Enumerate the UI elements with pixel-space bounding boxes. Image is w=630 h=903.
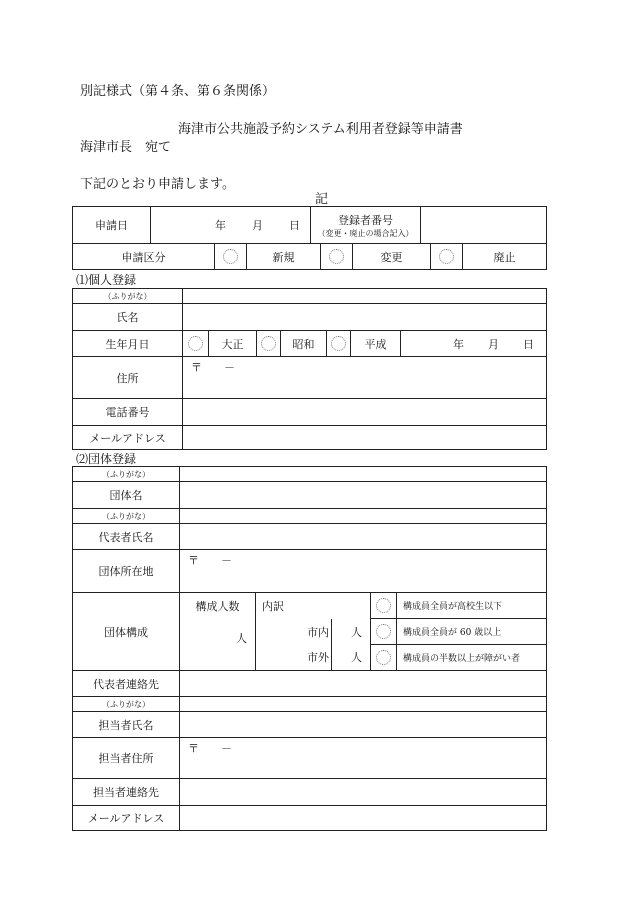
inside-count[interactable]: 人 <box>332 619 371 645</box>
rep-contact-label: 代表者連絡先 <box>73 671 180 697</box>
date-year-unit: 年 <box>215 219 226 232</box>
members-count-cell[interactable] <box>180 593 256 671</box>
era3-label: 平成 <box>351 331 401 357</box>
personal-furigana-field[interactable] <box>183 289 547 304</box>
cond3-label: 構成員の半数以上が障がい者 <box>397 645 547 671</box>
personal-table <box>72 288 547 450</box>
intro-text: 下記のとおり申請します。 <box>80 177 235 192</box>
staff-address-label: 担当者住所 <box>73 738 180 779</box>
date-day-unit: 日 <box>289 219 300 232</box>
staff-furigana-field[interactable] <box>180 697 547 712</box>
cond3-checkbox[interactable] <box>371 645 397 671</box>
rep-contact-field[interactable] <box>180 671 547 697</box>
date-label: 申請日 <box>73 207 151 244</box>
personal-phone-field[interactable] <box>183 399 547 426</box>
group-furigana-label: （ふりがな） <box>73 467 180 482</box>
cond2-checkbox[interactable] <box>371 619 397 645</box>
cond2-label: 構成員全員が 60 歳以上 <box>397 619 547 645</box>
personal-furigana-label: （ふりがな） <box>73 289 183 304</box>
circle-icon <box>329 249 344 264</box>
group-heading: ⑵団体登録 <box>76 452 137 466</box>
personal-name-field[interactable] <box>183 304 547 331</box>
document-title: 海津市公共施設予約システム利用者登録等申請書 <box>178 122 463 137</box>
addressee: 海津市長 宛て <box>80 140 172 155</box>
rep-furigana-label: （ふりがな） <box>73 509 180 524</box>
inside-label: 市内 <box>256 619 332 645</box>
group-name-label: 団体名 <box>73 482 180 509</box>
staff-address-field[interactable] <box>180 738 547 779</box>
members-count-unit: 人 <box>236 632 247 645</box>
circle-icon <box>261 336 276 351</box>
staff-contact-label: 担当者連絡先 <box>73 779 180 806</box>
personal-address-label: 住所 <box>73 357 183 399</box>
kubun-label: 申請区分 <box>73 244 215 270</box>
new-option-label: 新規 <box>247 244 321 270</box>
rep-name-label: 代表者氏名 <box>73 524 180 550</box>
personal-email-field[interactable] <box>183 426 547 450</box>
abolish-option-label: 廃止 <box>463 244 547 270</box>
circle-icon <box>376 598 391 613</box>
personal-phone-label: 電話番号 <box>73 399 183 426</box>
change-option-label: 変更 <box>353 244 431 270</box>
outside-count[interactable]: 人 <box>332 645 371 671</box>
date-month-unit: 月 <box>252 219 263 232</box>
birth-label: 生年月日 <box>73 331 183 357</box>
rep-name-field[interactable] <box>180 524 547 550</box>
change-checkbox[interactable] <box>321 244 353 270</box>
era2-label: 昭和 <box>281 331 327 357</box>
personal-postal-mark: 〒 － <box>191 361 235 374</box>
members-count-label: 構成人数 <box>195 600 240 613</box>
group-table <box>72 466 547 831</box>
staff-name-label: 担当者氏名 <box>73 712 180 738</box>
outside-label: 市外 <box>256 645 332 671</box>
staff-furigana-label: （ふりがな） <box>73 697 180 712</box>
ki-label: 記 <box>315 192 329 207</box>
circle-icon <box>223 249 238 264</box>
breakdown-label: 内訳 <box>256 593 371 619</box>
application-type-table <box>72 243 547 270</box>
era3-checkbox[interactable] <box>327 331 351 357</box>
new-checkbox[interactable] <box>215 244 247 270</box>
circle-icon <box>439 249 454 264</box>
era2-checkbox[interactable] <box>257 331 281 357</box>
staff-name-field[interactable] <box>180 712 547 738</box>
circle-icon <box>376 650 391 665</box>
birth-month-unit: 月 <box>488 337 500 351</box>
group-email-label: メールアドレス <box>73 806 180 831</box>
regno-label <box>311 207 421 244</box>
staff-postal-mark: 〒 － <box>188 742 232 755</box>
composition-label: 団体構成 <box>73 593 180 671</box>
cond1-label: 構成員全員が高校生以下 <box>397 593 547 619</box>
group-name-field[interactable] <box>180 482 547 509</box>
personal-name-label: 氏名 <box>73 304 183 331</box>
date-field[interactable] <box>151 207 311 244</box>
birth-date-field[interactable] <box>401 331 547 357</box>
cond1-checkbox[interactable] <box>371 593 397 619</box>
personal-heading: ⑴個人登録 <box>76 273 137 287</box>
group-location-label: 団体所在地 <box>73 550 180 593</box>
era1-label: 大正 <box>209 331 257 357</box>
circle-icon <box>376 624 391 639</box>
form-reference: 別記様式（第４条、第６条関係） <box>80 84 276 99</box>
birth-year-unit: 年 <box>453 337 465 351</box>
group-postal-mark: 〒 － <box>188 554 232 567</box>
date-table <box>72 206 547 244</box>
group-email-field[interactable] <box>180 806 547 831</box>
circle-icon <box>331 336 346 351</box>
group-furigana-field[interactable] <box>180 467 547 482</box>
rep-furigana-field[interactable] <box>180 509 547 524</box>
regno-field[interactable] <box>421 207 547 244</box>
group-location-field[interactable] <box>180 550 547 593</box>
circle-icon <box>188 336 203 351</box>
personal-address-field[interactable] <box>183 357 547 399</box>
era1-checkbox[interactable] <box>183 331 209 357</box>
abolish-checkbox[interactable] <box>431 244 463 270</box>
regno-note: （変更・廃止の場合記入） <box>317 228 414 238</box>
birth-day-unit: 日 <box>523 337 535 351</box>
staff-contact-field[interactable] <box>180 779 547 806</box>
regno-title: 登録者番号 <box>338 213 393 227</box>
personal-email-label: メールアドレス <box>73 426 183 450</box>
